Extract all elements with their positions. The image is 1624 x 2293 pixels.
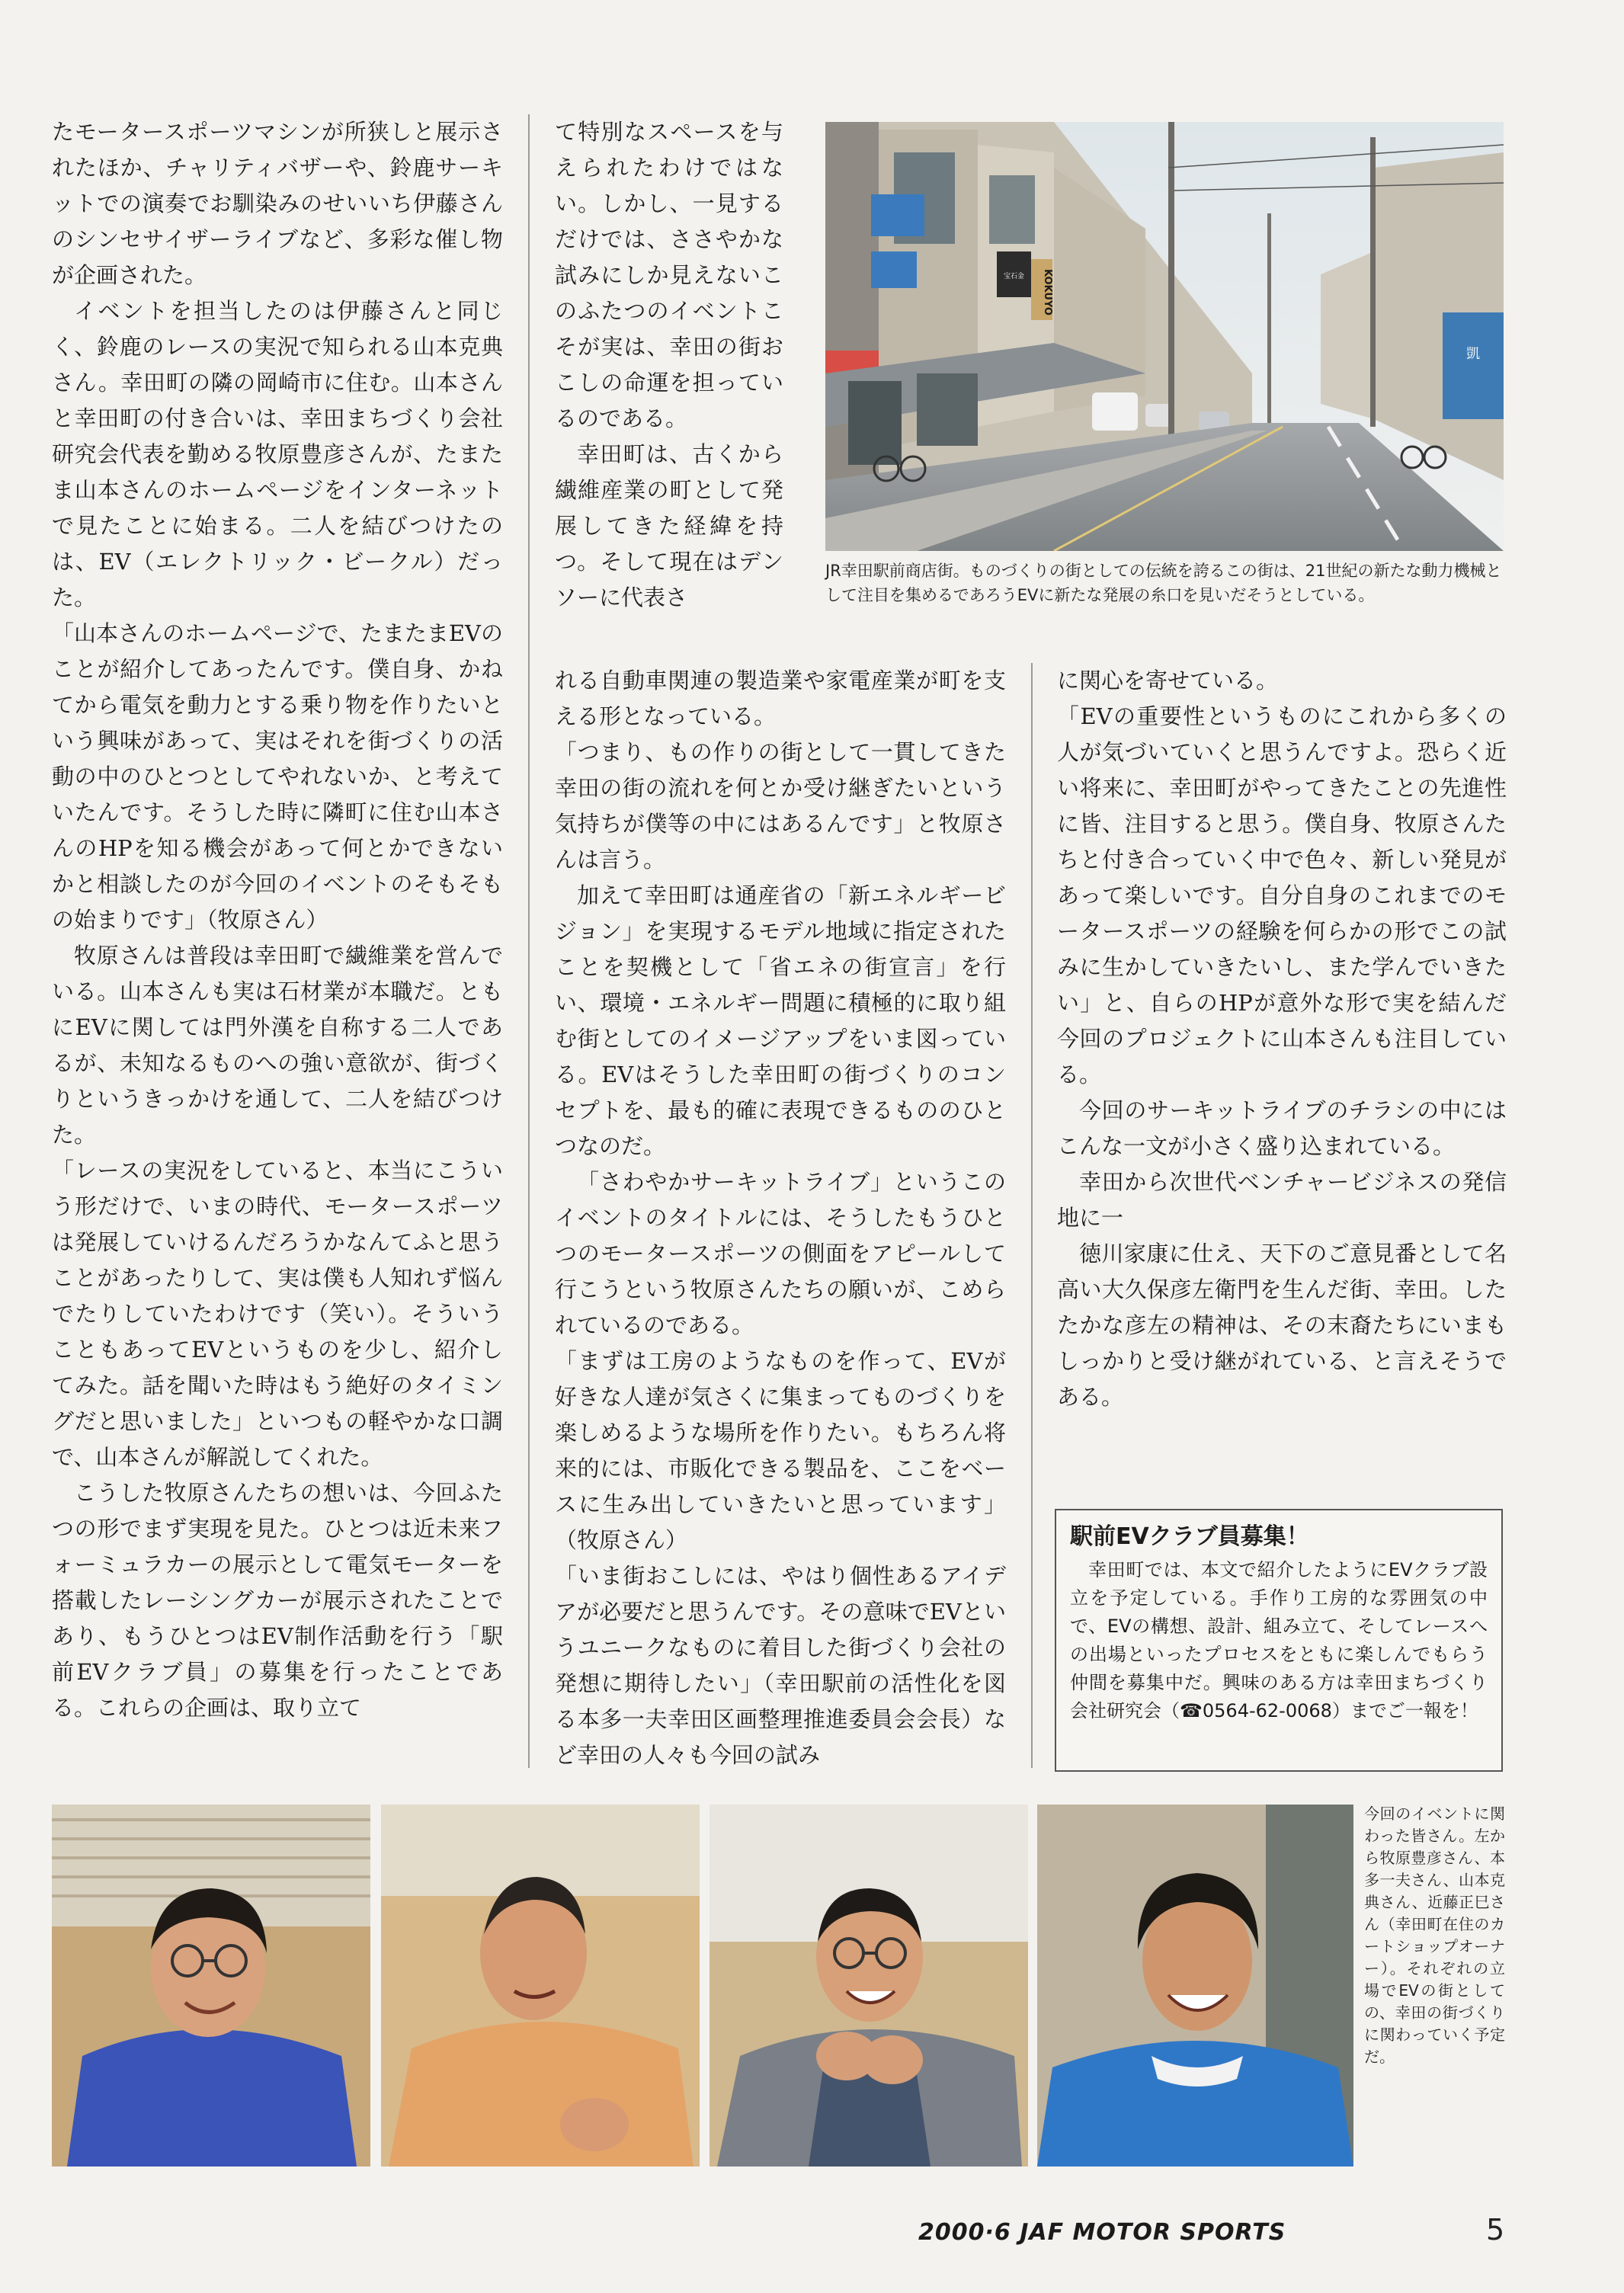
box-title: 駅前EVクラブ員募集！	[1070, 1523, 1309, 1550]
paragraph: 徳川家康に仕え、天下のご意見番として名高い大久保彦左衛門を生んだ街、幸田。したたかな彦左の精神は、その末裔たちにいまもしっかりと受け継がれている、と言えそうである。	[1057, 1241, 1507, 1410]
column-divider	[528, 114, 530, 1768]
article-column-3	[1057, 663, 1507, 1425]
page-number: 5	[1486, 2213, 1505, 2247]
paragraph: 「まずは工房のようなものを作って、EVが好きな人達が気さくに集まってものづくりを楽しめるような場所を作りたい。もちろん将来的には、市販化できる製品を、ここをベースに生み出していきたいと思っています」（牧原さん）	[555, 1348, 1006, 1553]
shopping-street-image	[825, 122, 1504, 551]
paragraph: 今回のサーキットライブのチラシの中にはこんな一文が小さく盛り込まれている。	[1057, 1097, 1507, 1159]
paragraph: れる自動車関連の製造業や家電産業が町を支える形となっている。	[555, 668, 1006, 729]
ad-sign-text: 凱	[1466, 346, 1480, 362]
photo-caption: JR幸田駅前商店街。ものづくりの街としての伝統を誇るこの街は、21世紀の新たな動力機械として注目を集めるであろうEVに新たな発展の糸口を見いだそうとしている。	[825, 562, 1502, 604]
paragraph: 加えて幸田町は通産省の「新エネルギービジョン」を実現するモデル地域に指定されたことを契機として「省エネの街宣言」を行い、環境・エネルギー問題に積極的に取り組む街としてのイメージアップをいま図っている。EVはそうした幸田町の街づくりのコンセプトを、最も的確に表現できるもののひとつなのだ。	[555, 882, 1006, 1159]
paragraph: 「山本さんのホームページで、たまたまEVのことが紹介してあったんです。僕自身、かねてから電気を動力とする乗り物を作りたいという興味があって、実はそれを街づくりの活動の中のひとつとしてやれないか、と考えていたんです。そうした時に隣町に住む山本さんのHPを知る機会があって何とかできないかと相談したのが今回のイベントのそもそもの始まりです」（牧原さん）	[52, 620, 503, 933]
portraits-caption: 今回のイベントに関わった皆さん。左から牧原豊彦さん、本多一夫さん、山本克典さん、近藤正巳さん（幸田町在住のカートショップオーナー）。それぞれの立場でEVの街としての、幸田の街づくりに関わっていく予定だ。	[1364, 1805, 1505, 2066]
paragraph: 「レースの実況をしていると、本当にこういう形だけで、いまの時代、モータースポーツは発展していけるんだろうかなんてふと思うことがあったりして、実は僕も人知れず悩んでたりしていたわけです（笑い）。そういうこともあってEVというものを少し、紹介してみた。話を聞いた時はもう絶好のタイミングだと思いました」といつもの軽やかな口調で、山本さんが解説してくれた。	[52, 1158, 503, 1470]
portrait-photo	[1037, 1805, 1353, 2167]
kokuyo-sign-text: KOKUYO	[1042, 269, 1053, 315]
portrait-photo	[52, 1805, 370, 2167]
paragraph: 「いま街おこしには、やはり個性あるアイデアが必要だと思うんです。その意味でEVというユニークなものに着目した街づくり会社の発想に期待したい」（幸田駅前の活性化を図る本多一夫幸田区画整理推進委員会会長）など幸田の人々も今回の試み	[555, 1563, 1006, 1768]
article-column-1	[52, 114, 503, 1791]
paragraph: に関心を寄せている。	[1057, 668, 1279, 693]
paragraph: 牧原さんは普段は幸田町で繊維業を営んでいる。山本さんも実は石材業が本職だ。ともにEVに関しては門外漢を自称する二人であるが、未知なるものへの強い意欲が、街づくりというきっかけを通して、二人を結びつけた。	[52, 943, 503, 1148]
shop-sign-text: 宝石金	[1003, 273, 1025, 280]
article-column-2-top	[555, 114, 783, 663]
street-photo	[825, 122, 1504, 551]
paragraph: 「EVの重要性というものにこれから多くの人が気づいていくと思うんですよ。恐らく近い将来に、幸田町がやってきたことの先進性に皆、注目すると思う。僕自身、牧原さんたちと付き合っていく中で色々、新しい発見があって楽しいです。自分自身のこれまでのモータースポーツの経験を何らかの形でこの試みに生かしていきたいし、また学んでいきたい」と、自らのHPが意外な形で実を結んだ今回のプロジェクトに山本さんも注目している。	[1057, 703, 1507, 1087]
paragraph: 幸田町は、古くから繊維産業の町として発展してきた経緯を持つ。そして現在はデンソーに代表さ	[555, 441, 783, 610]
portrait-photo	[381, 1805, 700, 2167]
paragraph: 「さわやかサーキットライブ」というこのイベントのタイトルには、そうしたもうひとつのモータースポーツの側面をアピールして行こうという牧原さんたちの願いが、こめられているのである。	[555, 1169, 1006, 1338]
column-divider	[1031, 663, 1033, 1768]
box-body: 幸田町では、本文で紹介したようにEVクラブ設立を予定している。手作り工房的な雰囲気の中で、EVの構想、設計、組み立て、そしてレースへの出場といったプロセスをともに楽しんでもらう仲間を募集中だ。興味のある方は幸田まちづくり会社研究会（☎0564-62-0068）までご一報を！	[1070, 1559, 1488, 1721]
paragraph: こうした牧原さんたちの想いは、今回ふたつの形でまず実現を見た。ひとつは近未来フォーミュラカーの展示として電気モーターを搭載したレーシングカーが展示されたことであり、もうひとつはEV制作活動を行う「駅前EVクラブ員」の募集を行ったことである。これらの企画は、取り立て	[52, 1480, 503, 1721]
article-column-2	[555, 663, 1006, 1776]
magazine-footer: 2000·6 JAF MOTOR SPORTS	[918, 2219, 1286, 2246]
portrait-photo	[709, 1805, 1028, 2167]
ev-club-recruitment-box	[1055, 1509, 1503, 1772]
paragraph: 幸田から次世代ベンチャービジネスの発信地に一	[1057, 1169, 1507, 1231]
paragraph: たモータースポーツマシンが所狭しと展示されたほか、チャリティバザーや、鈴鹿サーキットでの演奏でお馴染みのせいいち伊藤さんのシンセサイザーライブなど、多彩な催し物が企画された。	[52, 119, 503, 288]
paragraph: イベントを担当したのは伊藤さんと同じく、鈴鹿のレースの実況で知られる山本克典さん。幸田町の隣の岡崎市に住む。山本さんと幸田町の付き合いは、幸田まちづくり会社研究会代表を勤める牧原豊彦さんが、たまたま山本さんのホームページをインターネットで見たことに始まる。二人を結びつけたのは、EV（エレクトリック・ビークル）だった。	[52, 298, 503, 610]
paragraph: 「つまり、もの作りの街として一貫してきた幸田の街の流れを何とか受け継ぎたいという気持ちが僕等の中にはあるんです」と牧原さんは言う。	[555, 739, 1006, 873]
paragraph: て特別なスペースを与えられたわけではない。しかし、一見するだけでは、ささやかな試みにしか見えないこのふたつのイベントこそが実は、幸田の街おこしの命運を担っているのである。	[555, 119, 783, 431]
